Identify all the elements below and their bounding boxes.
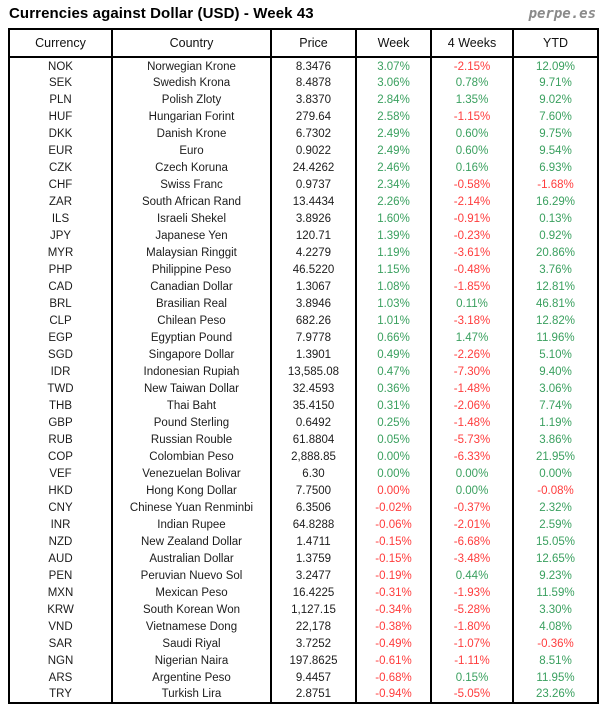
ytd-change-cell: 12.82% <box>513 312 598 329</box>
price-cell: 4.2279 <box>271 244 356 261</box>
table-row <box>9 499 598 516</box>
week-change-cell: 2.58% <box>356 108 431 125</box>
currency-code-cell: THB <box>9 397 112 414</box>
table-row <box>9 584 598 601</box>
country-cell: South Korean Won <box>112 601 271 618</box>
ytd-change-cell: 8.51% <box>513 652 598 669</box>
four-weeks-change-cell: -5.73% <box>431 431 513 448</box>
four-weeks-change-cell: -2.14% <box>431 193 513 210</box>
country-cell: Australian Dollar <box>112 550 271 567</box>
currency-code-cell: PHP <box>9 261 112 278</box>
week-change-cell: -0.34% <box>356 601 431 618</box>
week-change-cell: 3.06% <box>356 74 431 91</box>
ytd-change-cell: 3.86% <box>513 431 598 448</box>
price-cell: 6.7302 <box>271 125 356 142</box>
ytd-change-cell: 0.92% <box>513 227 598 244</box>
week-change-cell: 2.34% <box>356 176 431 193</box>
currency-code-cell: BRL <box>9 295 112 312</box>
country-cell: Japanese Yen <box>112 227 271 244</box>
ytd-change-cell: 12.81% <box>513 278 598 295</box>
four-weeks-change-cell: -5.28% <box>431 601 513 618</box>
price-cell: 22,178 <box>271 618 356 635</box>
page-title: Currencies against Dollar (USD) - Week 43 <box>9 5 314 22</box>
price-cell: 0.9022 <box>271 142 356 159</box>
currency-code-cell: SAR <box>9 635 112 652</box>
country-cell: Euro <box>112 142 271 159</box>
ytd-change-cell: 9.40% <box>513 363 598 380</box>
ytd-change-cell: 16.29% <box>513 193 598 210</box>
currency-code-cell: DKK <box>9 125 112 142</box>
table-row <box>9 57 598 74</box>
four-weeks-change-cell: 0.00% <box>431 465 513 482</box>
country-cell: Turkish Lira <box>112 686 271 703</box>
week-change-cell: 2.49% <box>356 142 431 159</box>
four-weeks-change-cell: 0.60% <box>431 142 513 159</box>
week-change-cell: 2.49% <box>356 125 431 142</box>
four-weeks-change-cell: 0.11% <box>431 295 513 312</box>
week-change-cell: 1.19% <box>356 244 431 261</box>
week-change-cell: 3.07% <box>356 57 431 74</box>
price-cell: 120.71 <box>271 227 356 244</box>
ytd-change-cell: 0.13% <box>513 210 598 227</box>
week-change-cell: 2.46% <box>356 159 431 176</box>
ytd-change-cell: -1.68% <box>513 176 598 193</box>
price-cell: 2.8751 <box>271 686 356 703</box>
country-cell: South African Rand <box>112 193 271 210</box>
price-cell: 3.7252 <box>271 635 356 652</box>
price-cell: 2,888.85 <box>271 448 356 465</box>
ytd-change-cell: 7.60% <box>513 108 598 125</box>
price-cell: 1.3901 <box>271 346 356 363</box>
week-change-cell: -0.02% <box>356 499 431 516</box>
country-cell: Chilean Peso <box>112 312 271 329</box>
country-cell: Indian Rupee <box>112 516 271 533</box>
four-weeks-change-cell: -3.61% <box>431 244 513 261</box>
currency-code-cell: GBP <box>9 414 112 431</box>
country-cell: Norwegian Krone <box>112 57 271 74</box>
four-weeks-change-cell: 0.15% <box>431 669 513 686</box>
brand-logo: perpe.es <box>528 6 596 22</box>
country-cell: Danish Krone <box>112 125 271 142</box>
table-row <box>9 533 598 550</box>
table-row <box>9 550 598 567</box>
price-cell: 6.30 <box>271 465 356 482</box>
price-cell: 3.2477 <box>271 567 356 584</box>
week-change-cell: 0.47% <box>356 363 431 380</box>
price-cell: 46.5220 <box>271 261 356 278</box>
table-body <box>9 57 598 703</box>
country-cell: Swiss Franc <box>112 176 271 193</box>
four-weeks-change-cell: -1.48% <box>431 380 513 397</box>
currency-code-cell: NGN <box>9 652 112 669</box>
four-weeks-change-cell: -2.26% <box>431 346 513 363</box>
four-weeks-change-cell: -2.01% <box>431 516 513 533</box>
price-cell: 1,127.15 <box>271 601 356 618</box>
country-cell: Hungarian Forint <box>112 108 271 125</box>
table-row <box>9 346 598 363</box>
price-cell: 13.4434 <box>271 193 356 210</box>
country-cell: Indonesian Rupiah <box>112 363 271 380</box>
ytd-change-cell: 1.19% <box>513 414 598 431</box>
week-change-cell: 2.26% <box>356 193 431 210</box>
column-header-currency: Currency <box>9 29 112 57</box>
country-cell: Thai Baht <box>112 397 271 414</box>
table-row <box>9 142 598 159</box>
price-cell: 13,585.08 <box>271 363 356 380</box>
ytd-change-cell: 12.65% <box>513 550 598 567</box>
country-cell: Chinese Yuan Renminbi <box>112 499 271 516</box>
country-cell: Venezuelan Bolivar <box>112 465 271 482</box>
country-cell: Pound Sterling <box>112 414 271 431</box>
currency-code-cell: SEK <box>9 74 112 91</box>
ytd-change-cell: 11.95% <box>513 669 598 686</box>
price-cell: 35.4150 <box>271 397 356 414</box>
ytd-change-cell: 6.93% <box>513 159 598 176</box>
ytd-change-cell: 7.74% <box>513 397 598 414</box>
currency-code-cell: KRW <box>9 601 112 618</box>
four-weeks-change-cell: 0.16% <box>431 159 513 176</box>
week-change-cell: 1.01% <box>356 312 431 329</box>
currency-code-cell: AUD <box>9 550 112 567</box>
currency-code-cell: EUR <box>9 142 112 159</box>
week-change-cell: 0.66% <box>356 329 431 346</box>
price-cell: 197.8625 <box>271 652 356 669</box>
four-weeks-change-cell: -0.37% <box>431 499 513 516</box>
table-row <box>9 669 598 686</box>
ytd-change-cell: 4.08% <box>513 618 598 635</box>
table-row <box>9 414 598 431</box>
country-cell: Israeli Shekel <box>112 210 271 227</box>
table-row <box>9 482 598 499</box>
ytd-change-cell: 5.10% <box>513 346 598 363</box>
table-row <box>9 108 598 125</box>
four-weeks-change-cell: -1.85% <box>431 278 513 295</box>
currency-code-cell: INR <box>9 516 112 533</box>
four-weeks-change-cell: -7.30% <box>431 363 513 380</box>
country-cell: Egyptian Pound <box>112 329 271 346</box>
table-row <box>9 431 598 448</box>
currency-code-cell: VEF <box>9 465 112 482</box>
week-change-cell: -0.31% <box>356 584 431 601</box>
four-weeks-change-cell: -0.58% <box>431 176 513 193</box>
table-row <box>9 567 598 584</box>
currency-code-cell: CHF <box>9 176 112 193</box>
currency-code-cell: CLP <box>9 312 112 329</box>
ytd-change-cell: -0.08% <box>513 482 598 499</box>
four-weeks-change-cell: -3.18% <box>431 312 513 329</box>
currency-code-cell: CNY <box>9 499 112 516</box>
four-weeks-change-cell: 0.60% <box>431 125 513 142</box>
currency-code-cell: HUF <box>9 108 112 125</box>
week-change-cell: -0.06% <box>356 516 431 533</box>
four-weeks-change-cell: 0.44% <box>431 567 513 584</box>
ytd-change-cell: 9.71% <box>513 74 598 91</box>
currency-code-cell: TRY <box>9 686 112 703</box>
ytd-change-cell: 9.02% <box>513 91 598 108</box>
currency-code-cell: ILS <box>9 210 112 227</box>
four-weeks-change-cell: 1.35% <box>431 91 513 108</box>
price-cell: 1.4711 <box>271 533 356 550</box>
column-header-four-weeks: 4 Weeks <box>431 29 513 57</box>
ytd-change-cell: 21.95% <box>513 448 598 465</box>
country-cell: Mexican Peso <box>112 584 271 601</box>
table-row <box>9 193 598 210</box>
table-row <box>9 465 598 482</box>
country-cell: Canadian Dollar <box>112 278 271 295</box>
price-cell: 0.9737 <box>271 176 356 193</box>
table-row <box>9 312 598 329</box>
currency-code-cell: RUB <box>9 431 112 448</box>
table-row <box>9 278 598 295</box>
country-cell: Argentine Peso <box>112 669 271 686</box>
four-weeks-change-cell: -2.06% <box>431 397 513 414</box>
header-bar <box>8 5 597 28</box>
week-change-cell: 0.31% <box>356 397 431 414</box>
table-row <box>9 686 598 703</box>
price-cell: 6.3506 <box>271 499 356 516</box>
price-cell: 16.4225 <box>271 584 356 601</box>
currency-code-cell: HKD <box>9 482 112 499</box>
ytd-change-cell: 3.76% <box>513 261 598 278</box>
currency-code-cell: TWD <box>9 380 112 397</box>
country-cell: Philippine Peso <box>112 261 271 278</box>
country-cell: New Taiwan Dollar <box>112 380 271 397</box>
ytd-change-cell: 2.59% <box>513 516 598 533</box>
four-weeks-change-cell: -1.07% <box>431 635 513 652</box>
currency-code-cell: MXN <box>9 584 112 601</box>
table-row <box>9 329 598 346</box>
table-row <box>9 652 598 669</box>
ytd-change-cell: 3.06% <box>513 380 598 397</box>
four-weeks-change-cell: -1.11% <box>431 652 513 669</box>
table-row <box>9 601 598 618</box>
table-row <box>9 244 598 261</box>
country-cell: Polish Zloty <box>112 91 271 108</box>
price-cell: 682.26 <box>271 312 356 329</box>
four-weeks-change-cell: 0.78% <box>431 74 513 91</box>
country-cell: Singapore Dollar <box>112 346 271 363</box>
week-change-cell: -0.61% <box>356 652 431 669</box>
week-change-cell: 0.00% <box>356 448 431 465</box>
four-weeks-change-cell: -6.68% <box>431 533 513 550</box>
table-row <box>9 516 598 533</box>
currency-code-cell: CZK <box>9 159 112 176</box>
currency-code-cell: VND <box>9 618 112 635</box>
ytd-change-cell: 9.23% <box>513 567 598 584</box>
table-row <box>9 159 598 176</box>
country-cell: Czech Koruna <box>112 159 271 176</box>
table-row <box>9 635 598 652</box>
country-cell: Colombian Peso <box>112 448 271 465</box>
country-cell: Peruvian Nuevo Sol <box>112 567 271 584</box>
week-change-cell: 1.39% <box>356 227 431 244</box>
price-cell: 7.7500 <box>271 482 356 499</box>
price-cell: 7.9778 <box>271 329 356 346</box>
price-cell: 32.4593 <box>271 380 356 397</box>
currency-code-cell: SGD <box>9 346 112 363</box>
column-header-ytd: YTD <box>513 29 598 57</box>
week-change-cell: 0.05% <box>356 431 431 448</box>
price-cell: 3.8946 <box>271 295 356 312</box>
currency-code-cell: IDR <box>9 363 112 380</box>
country-cell: New Zealand Dollar <box>112 533 271 550</box>
price-cell: 0.6492 <box>271 414 356 431</box>
week-change-cell: -0.68% <box>356 669 431 686</box>
table-row <box>9 91 598 108</box>
currency-code-cell: NZD <box>9 533 112 550</box>
week-change-cell: -0.38% <box>356 618 431 635</box>
price-cell: 3.8370 <box>271 91 356 108</box>
ytd-change-cell: 23.26% <box>513 686 598 703</box>
week-change-cell: 0.00% <box>356 482 431 499</box>
table-row <box>9 448 598 465</box>
currency-code-cell: COP <box>9 448 112 465</box>
ytd-change-cell: 46.81% <box>513 295 598 312</box>
table-row <box>9 618 598 635</box>
ytd-change-cell: 15.05% <box>513 533 598 550</box>
table-header-row <box>9 29 598 57</box>
country-cell: Nigerian Naira <box>112 652 271 669</box>
country-cell: Hong Kong Dollar <box>112 482 271 499</box>
table-row <box>9 397 598 414</box>
week-change-cell: 1.03% <box>356 295 431 312</box>
column-header-price: Price <box>271 29 356 57</box>
country-cell: Saudi Riyal <box>112 635 271 652</box>
price-cell: 64.8288 <box>271 516 356 533</box>
week-change-cell: -0.94% <box>356 686 431 703</box>
table-row <box>9 125 598 142</box>
table-row <box>9 227 598 244</box>
currency-code-cell: MYR <box>9 244 112 261</box>
currency-code-cell: ZAR <box>9 193 112 210</box>
column-header-country: Country <box>112 29 271 57</box>
ytd-change-cell: 9.75% <box>513 125 598 142</box>
price-cell: 3.8926 <box>271 210 356 227</box>
week-change-cell: -0.19% <box>356 567 431 584</box>
four-weeks-change-cell: 1.47% <box>431 329 513 346</box>
currency-code-cell: ARS <box>9 669 112 686</box>
ytd-change-cell: 11.96% <box>513 329 598 346</box>
ytd-change-cell: 20.86% <box>513 244 598 261</box>
four-weeks-change-cell: -1.15% <box>431 108 513 125</box>
week-change-cell: 1.60% <box>356 210 431 227</box>
ytd-change-cell: 2.32% <box>513 499 598 516</box>
week-change-cell: -0.49% <box>356 635 431 652</box>
price-cell: 1.3067 <box>271 278 356 295</box>
week-change-cell: -0.15% <box>356 533 431 550</box>
four-weeks-change-cell: -0.48% <box>431 261 513 278</box>
table-row <box>9 176 598 193</box>
price-cell: 24.4262 <box>271 159 356 176</box>
country-cell: Malaysian Ringgit <box>112 244 271 261</box>
currency-code-cell: EGP <box>9 329 112 346</box>
week-change-cell: 0.25% <box>356 414 431 431</box>
ytd-change-cell: 9.54% <box>513 142 598 159</box>
price-cell: 9.4457 <box>271 669 356 686</box>
currency-code-cell: PEN <box>9 567 112 584</box>
week-change-cell: 2.84% <box>356 91 431 108</box>
ytd-change-cell: 0.00% <box>513 465 598 482</box>
price-cell: 1.3759 <box>271 550 356 567</box>
column-header-week: Week <box>356 29 431 57</box>
currency-code-cell: NOK <box>9 57 112 74</box>
country-cell: Brasilian Real <box>112 295 271 312</box>
four-weeks-change-cell: 0.00% <box>431 482 513 499</box>
table-row <box>9 74 598 91</box>
price-cell: 8.3476 <box>271 57 356 74</box>
price-cell: 8.4878 <box>271 74 356 91</box>
week-change-cell: 0.36% <box>356 380 431 397</box>
four-weeks-change-cell: -3.48% <box>431 550 513 567</box>
four-weeks-change-cell: -5.05% <box>431 686 513 703</box>
four-weeks-change-cell: -1.93% <box>431 584 513 601</box>
ytd-change-cell: 12.09% <box>513 57 598 74</box>
week-change-cell: 1.08% <box>356 278 431 295</box>
four-weeks-change-cell: -1.48% <box>431 414 513 431</box>
ytd-change-cell: 3.30% <box>513 601 598 618</box>
country-cell: Russian Rouble <box>112 431 271 448</box>
week-change-cell: 0.49% <box>356 346 431 363</box>
price-cell: 61.8804 <box>271 431 356 448</box>
table-row <box>9 261 598 278</box>
four-weeks-change-cell: -1.80% <box>431 618 513 635</box>
table-row <box>9 295 598 312</box>
week-change-cell: 0.00% <box>356 465 431 482</box>
table-row <box>9 210 598 227</box>
four-weeks-change-cell: -0.91% <box>431 210 513 227</box>
currency-code-cell: JPY <box>9 227 112 244</box>
table-row <box>9 380 598 397</box>
table-row <box>9 363 598 380</box>
country-cell: Swedish Krona <box>112 74 271 91</box>
four-weeks-change-cell: -2.15% <box>431 57 513 74</box>
currency-code-cell: CAD <box>9 278 112 295</box>
currency-code-cell: PLN <box>9 91 112 108</box>
currency-table <box>8 28 599 704</box>
four-weeks-change-cell: -6.33% <box>431 448 513 465</box>
four-weeks-change-cell: -0.23% <box>431 227 513 244</box>
ytd-change-cell: -0.36% <box>513 635 598 652</box>
ytd-change-cell: 11.59% <box>513 584 598 601</box>
week-change-cell: 1.15% <box>356 261 431 278</box>
country-cell: Vietnamese Dong <box>112 618 271 635</box>
week-change-cell: -0.15% <box>356 550 431 567</box>
price-cell: 279.64 <box>271 108 356 125</box>
